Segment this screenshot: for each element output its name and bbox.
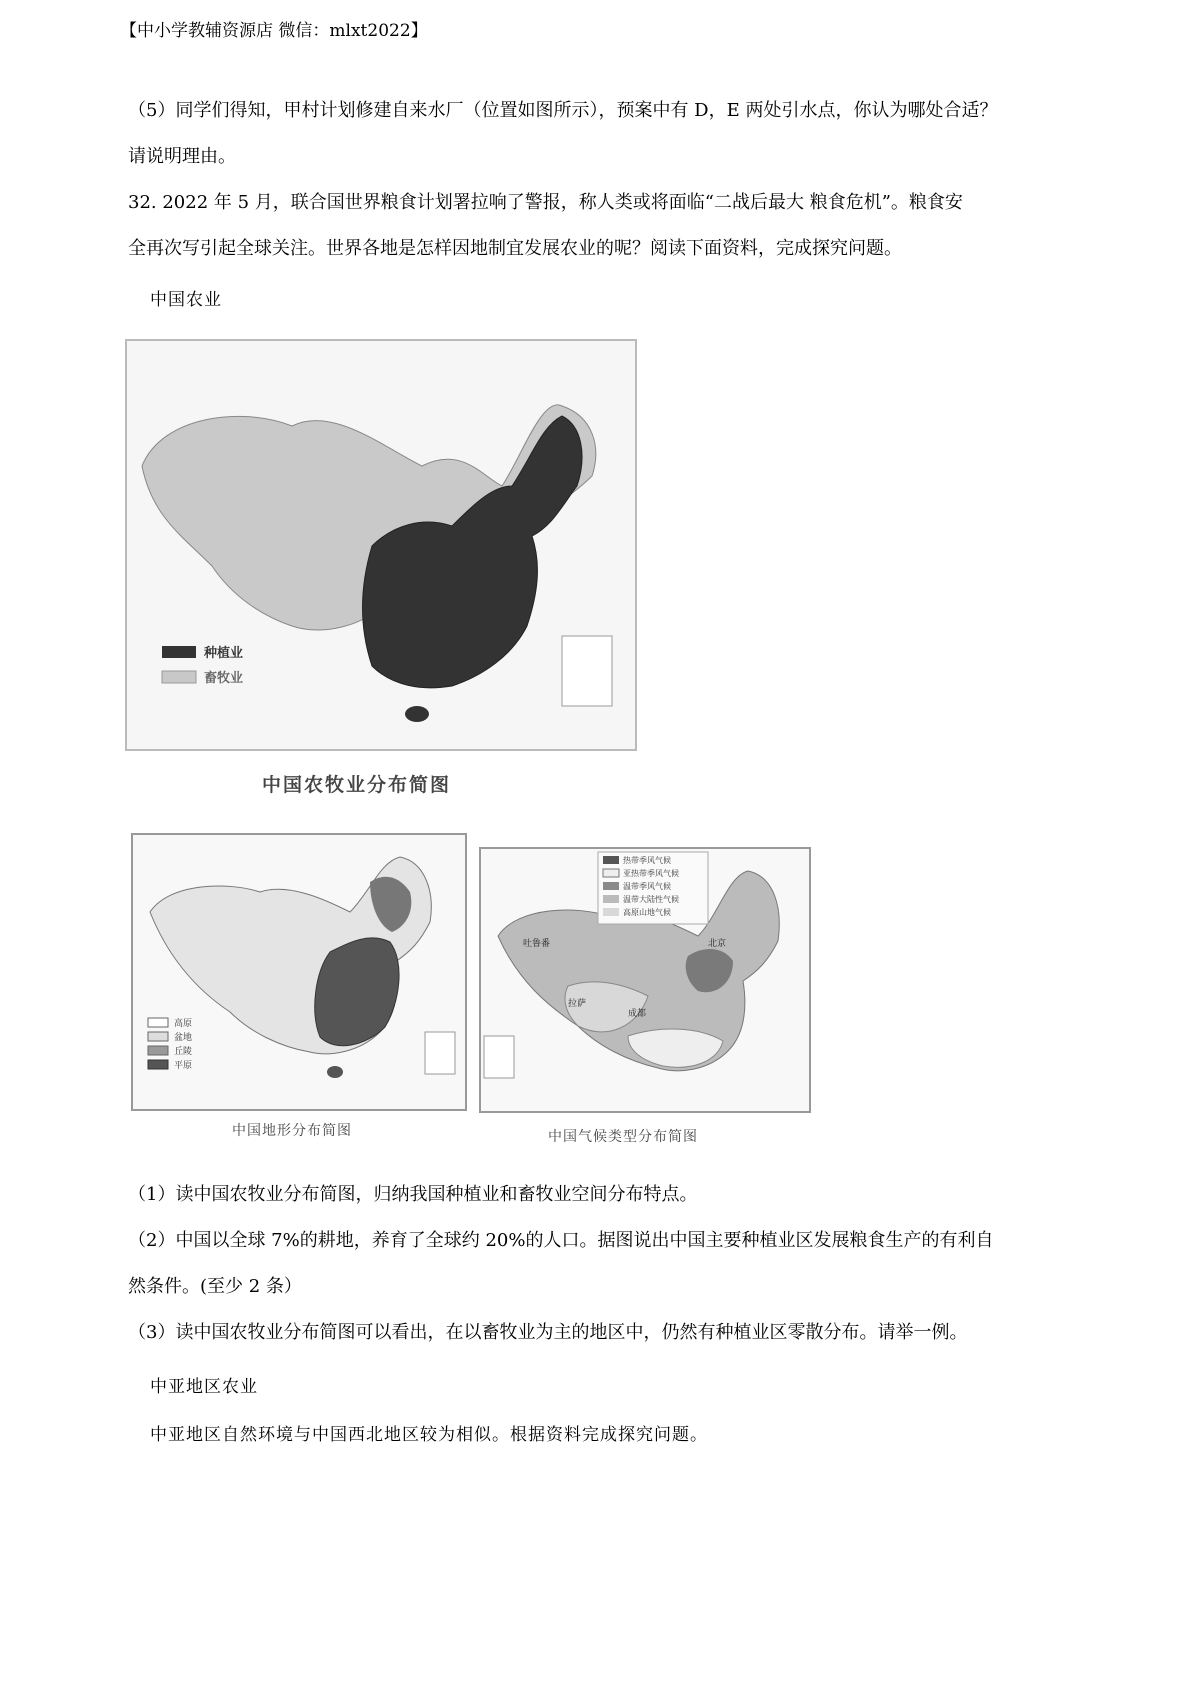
terrain-legend-plateau: 高原: [174, 1019, 193, 1029]
q32-intro-line1: 32. 2022 年 5 月，联合国世界粮食计划署拉响了警报，称人类或将面临“二战后最大 粮食危机”。粮食安: [128, 192, 963, 213]
terrain-legend-hills: 丘陵: [174, 1047, 193, 1057]
section-title-china-agriculture: 中国农业: [150, 290, 222, 310]
section-title-central-asia: 中亚地区农业: [150, 1377, 258, 1397]
place-label-turpan: 吐鲁番: [523, 939, 551, 949]
terrain-map-image: [130, 832, 470, 1112]
legend-swatch-pasture: [162, 671, 196, 683]
caption-climate-map: 中国气候类型分布简图: [548, 1129, 698, 1145]
question-3: （3）读中国农牧业分布简图可以看出，在以畜牧业为主的地区中，仍然有种植业区零散分布。请举一例。: [128, 1322, 968, 1343]
legend-label-cropland: 种植业: [204, 646, 244, 661]
question-2-line1: （2）中国以全球 7%的耕地，养育了全球约 20%的人口。据图说出中国主要种植业区发展粮食生产的有利自: [128, 1230, 994, 1251]
figure-agriculture-map: [122, 336, 642, 756]
place-label-chengdu: 成都: [628, 1009, 647, 1019]
source-header: 【中小学教辅资源店 微信：mlxt2022】: [120, 21, 428, 41]
climate-map-image: [478, 846, 812, 1114]
climate-legend-temperate-monsoon: 温带季风气候: [623, 882, 671, 891]
question-1: （1）读中国农牧业分布简图，归纳我国种植业和畜牧业空间分布特点。: [128, 1184, 698, 1205]
figure-climate-map: [478, 846, 812, 1114]
q32-intro-line2: 全再次写引起全球关注。世界各地是怎样因地制宜发展农业的呢？阅读下面资料，完成探究问题。: [128, 238, 902, 259]
terrain-legend-basin: 盆地: [174, 1033, 193, 1043]
caption-terrain-map: 中国地形分布简图: [232, 1123, 352, 1139]
terrain-legend-plain: 平原: [174, 1061, 193, 1071]
figure-terrain-map: [130, 832, 470, 1112]
caption-agriculture-map: 中国农牧业分布简图: [262, 774, 452, 796]
agriculture-map-image: [122, 336, 642, 756]
climate-legend-subtropical-monsoon: 亚热带季风气候: [623, 869, 679, 878]
place-label-lhasa: 拉萨: [568, 999, 587, 1009]
place-label-beijing: 北京: [708, 939, 727, 949]
central-asia-intro: 中亚地区自然环境与中国西北地区较为相似。根据资料完成探究问题。: [150, 1425, 708, 1445]
climate-legend-tropical-monsoon: 热带季风气候: [623, 856, 671, 865]
q5-line1: （5）同学们得知，甲村计划修建自来水厂（位置如图所示），预案中有 D，E 两处引水点，你认为哪处合适？: [128, 100, 998, 121]
legend-swatch-cropland: [162, 646, 196, 658]
q5-line2: 请说明理由。: [128, 146, 236, 167]
climate-legend-plateau-mountain: 高原山地气候: [623, 908, 671, 917]
climate-legend-temperate-continental: 温带大陆性气候: [623, 895, 679, 904]
question-2-line2: 然条件。(至少 2 条）: [128, 1276, 302, 1297]
legend-label-pasture: 畜牧业: [204, 671, 244, 686]
